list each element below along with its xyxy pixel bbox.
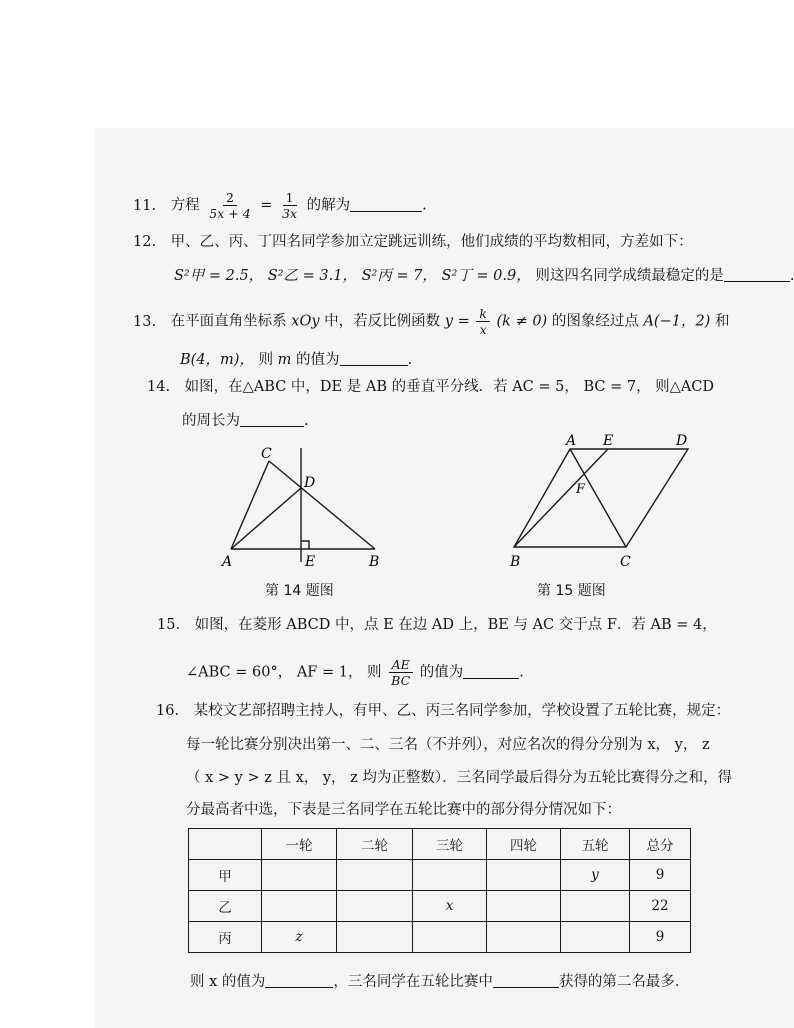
table-header-cell: 一轮	[262, 829, 337, 860]
answer-blank	[463, 664, 519, 679]
problem-11	[133, 190, 427, 221]
label-d: D	[676, 433, 688, 449]
figure-15-caption: 第 15 题图	[537, 583, 606, 599]
period: .	[789, 268, 794, 284]
function-lhs: y =	[444, 313, 470, 330]
table-cell	[262, 891, 337, 922]
table-row	[189, 860, 691, 891]
label-e: E	[603, 433, 614, 449]
point-b: B(4，m)，	[180, 352, 254, 368]
table-cell	[487, 891, 561, 922]
problem-text: ∠ABC = 60°， AF = 1， 则	[186, 664, 382, 681]
problem-number: 13.	[133, 313, 157, 330]
table-cell	[487, 860, 561, 891]
table-row	[189, 922, 691, 953]
label-a: A	[566, 433, 577, 449]
table-cell-total: 9	[630, 860, 691, 891]
row-name: 甲	[189, 860, 262, 891]
period: .	[422, 197, 427, 214]
problem-16-answer	[190, 972, 689, 992]
problem-text: ，三名同学在五轮比赛中	[333, 974, 493, 990]
problem-text: 则这四名同学成绩最稳定的是	[535, 268, 724, 284]
problem-12-variances	[174, 266, 794, 286]
label-a: A	[222, 554, 233, 570]
table-header-cell	[189, 829, 262, 860]
variance-jia: S²甲 = 2.5，	[174, 268, 264, 284]
problem-text: 如图，在菱形 ABCD 中，点 E 在边 AD 上，BE 与 AC 交于点 F．若 AB = 4，	[194, 617, 717, 633]
table-cell-total: 22	[630, 891, 691, 922]
answer-blank	[340, 351, 408, 366]
row-name: 丙	[189, 922, 262, 953]
problem-13-line2	[180, 350, 412, 370]
problem-text: 每一轮比赛分别决出第一、二、三名（不并列），对应名次的得分分别为 x， y， z	[186, 737, 710, 753]
problem-text: 获得的第二名最多．	[558, 974, 690, 990]
problem-text: 的解为	[306, 197, 351, 214]
problem-text: （ x > y > z 且 x， y， z 均为正整数）．三名同学最后得分为五轮比赛得分之和，得	[186, 770, 733, 786]
problem-number: 11.	[133, 197, 157, 214]
table-header-row	[189, 829, 691, 860]
fraction	[388, 657, 413, 688]
label-c: C	[620, 554, 631, 570]
period: .	[304, 413, 309, 429]
problem-text: 分最高者中选，下表是三名同学在五轮比赛中的部分得分情况如下：	[186, 802, 621, 818]
problem-15-line2	[186, 657, 524, 688]
table-cell: y	[561, 860, 630, 891]
fraction-numerator: AE	[389, 657, 413, 673]
answer-blank	[240, 412, 304, 427]
table-header-cell: 五轮	[561, 829, 630, 860]
problem-number: 16.	[156, 703, 180, 719]
problem-16-line4	[186, 800, 621, 820]
right-angle-mark	[301, 541, 309, 549]
label-d: D	[304, 475, 316, 491]
label-b: B	[510, 554, 521, 570]
table-cell-total: 9	[630, 922, 691, 953]
table-cell	[337, 860, 413, 891]
problem-text: 如图，在△ABC 中，DE 是 AB 的垂直平分线．若 AC = 5， BC = 7， 则△ACD	[184, 379, 715, 395]
period: .	[407, 352, 413, 368]
answer-blank	[265, 973, 333, 988]
variance-yi: S²乙 = 3.1，	[267, 268, 357, 284]
problem-text: 则	[258, 352, 274, 368]
problem-text: 的图象经过点	[551, 313, 639, 330]
problem-text: 的周长为	[182, 413, 240, 429]
table-header-cell: 三轮	[413, 829, 487, 860]
variable-m: m	[277, 352, 292, 368]
problem-text: 和	[714, 313, 730, 330]
variance-bing: S²丙 = 7，	[361, 268, 437, 284]
equals-sign: =	[260, 197, 273, 214]
problem-number: 14.	[147, 379, 171, 395]
table-cell	[561, 891, 630, 922]
answer-blank	[724, 267, 790, 282]
problem-text: 的值为	[296, 352, 340, 368]
table-cell	[413, 922, 487, 953]
problem-13	[133, 306, 729, 337]
problem-text: 则 x 的值为	[190, 974, 266, 990]
coordinate-system: xOy	[291, 313, 320, 330]
fraction	[476, 306, 490, 337]
table-cell: x	[413, 891, 487, 922]
problem-16	[156, 701, 730, 721]
score-table	[188, 828, 691, 953]
condition: (k ≠ 0)	[496, 313, 548, 330]
table-cell	[262, 860, 337, 891]
fraction-denominator: 5x + 4	[209, 206, 251, 221]
fraction-numerator: 2	[223, 190, 237, 206]
fraction-numerator: k	[476, 306, 490, 322]
figure-14-caption: 第 14 题图	[265, 583, 334, 599]
fraction-denominator: x	[479, 322, 487, 337]
table-cell	[337, 922, 413, 953]
table-cell: z	[262, 922, 337, 953]
table-cell	[561, 922, 630, 953]
answer-blank	[350, 197, 422, 212]
table-cell	[413, 860, 487, 891]
variance-ding: S²丁 = 0.9，	[441, 268, 531, 284]
problem-number: 12.	[133, 234, 157, 250]
problem-14	[147, 377, 714, 397]
answer-blank	[493, 973, 559, 988]
fraction	[206, 190, 253, 221]
diagonal-ac	[570, 449, 626, 547]
segment-cb	[269, 461, 375, 549]
figure-15	[500, 430, 710, 575]
segment-ac	[231, 461, 269, 549]
problem-number: 15.	[157, 617, 181, 633]
figure-14	[215, 436, 395, 576]
table-header-cell: 总分	[630, 829, 691, 860]
fraction-denominator: 3x	[282, 206, 298, 221]
problem-text: 某校文艺部招聘主持人，有甲、乙、丙三名同学参加，学校设置了五轮比赛，规定：	[193, 703, 731, 719]
fraction	[279, 190, 300, 221]
row-name: 乙	[189, 891, 262, 922]
fraction-numerator: 1	[283, 190, 297, 206]
fraction-denominator: BC	[391, 673, 411, 688]
problem-text: 中，若反比例函数	[324, 313, 441, 330]
problem-text: 甲、乙、丙、丁四名同学参加立定跳远训练，他们成绩的平均数相同，方差如下：	[170, 234, 693, 250]
label-e: E	[305, 554, 316, 570]
table-cell	[337, 891, 413, 922]
table-cell	[487, 922, 561, 953]
point-a: A(−1，2)	[643, 313, 711, 330]
label-f: F	[576, 482, 586, 497]
segment-ad	[231, 488, 301, 549]
label-b: B	[369, 554, 380, 570]
problem-16-line2	[186, 735, 710, 755]
problem-16-line3	[186, 768, 732, 788]
table-header-cell: 四轮	[487, 829, 561, 860]
table-row	[189, 891, 691, 922]
problem-15	[157, 615, 717, 635]
period: .	[519, 664, 524, 681]
problem-12	[133, 232, 693, 252]
label-c: C	[261, 446, 272, 462]
rhombus-abcd	[514, 449, 688, 547]
problem-text: 的值为	[419, 664, 464, 681]
table-header-cell: 二轮	[337, 829, 413, 860]
problem-text: 在平面直角坐标系	[170, 313, 287, 330]
problem-14-line2	[182, 411, 309, 431]
problem-text: 方程	[170, 197, 200, 214]
